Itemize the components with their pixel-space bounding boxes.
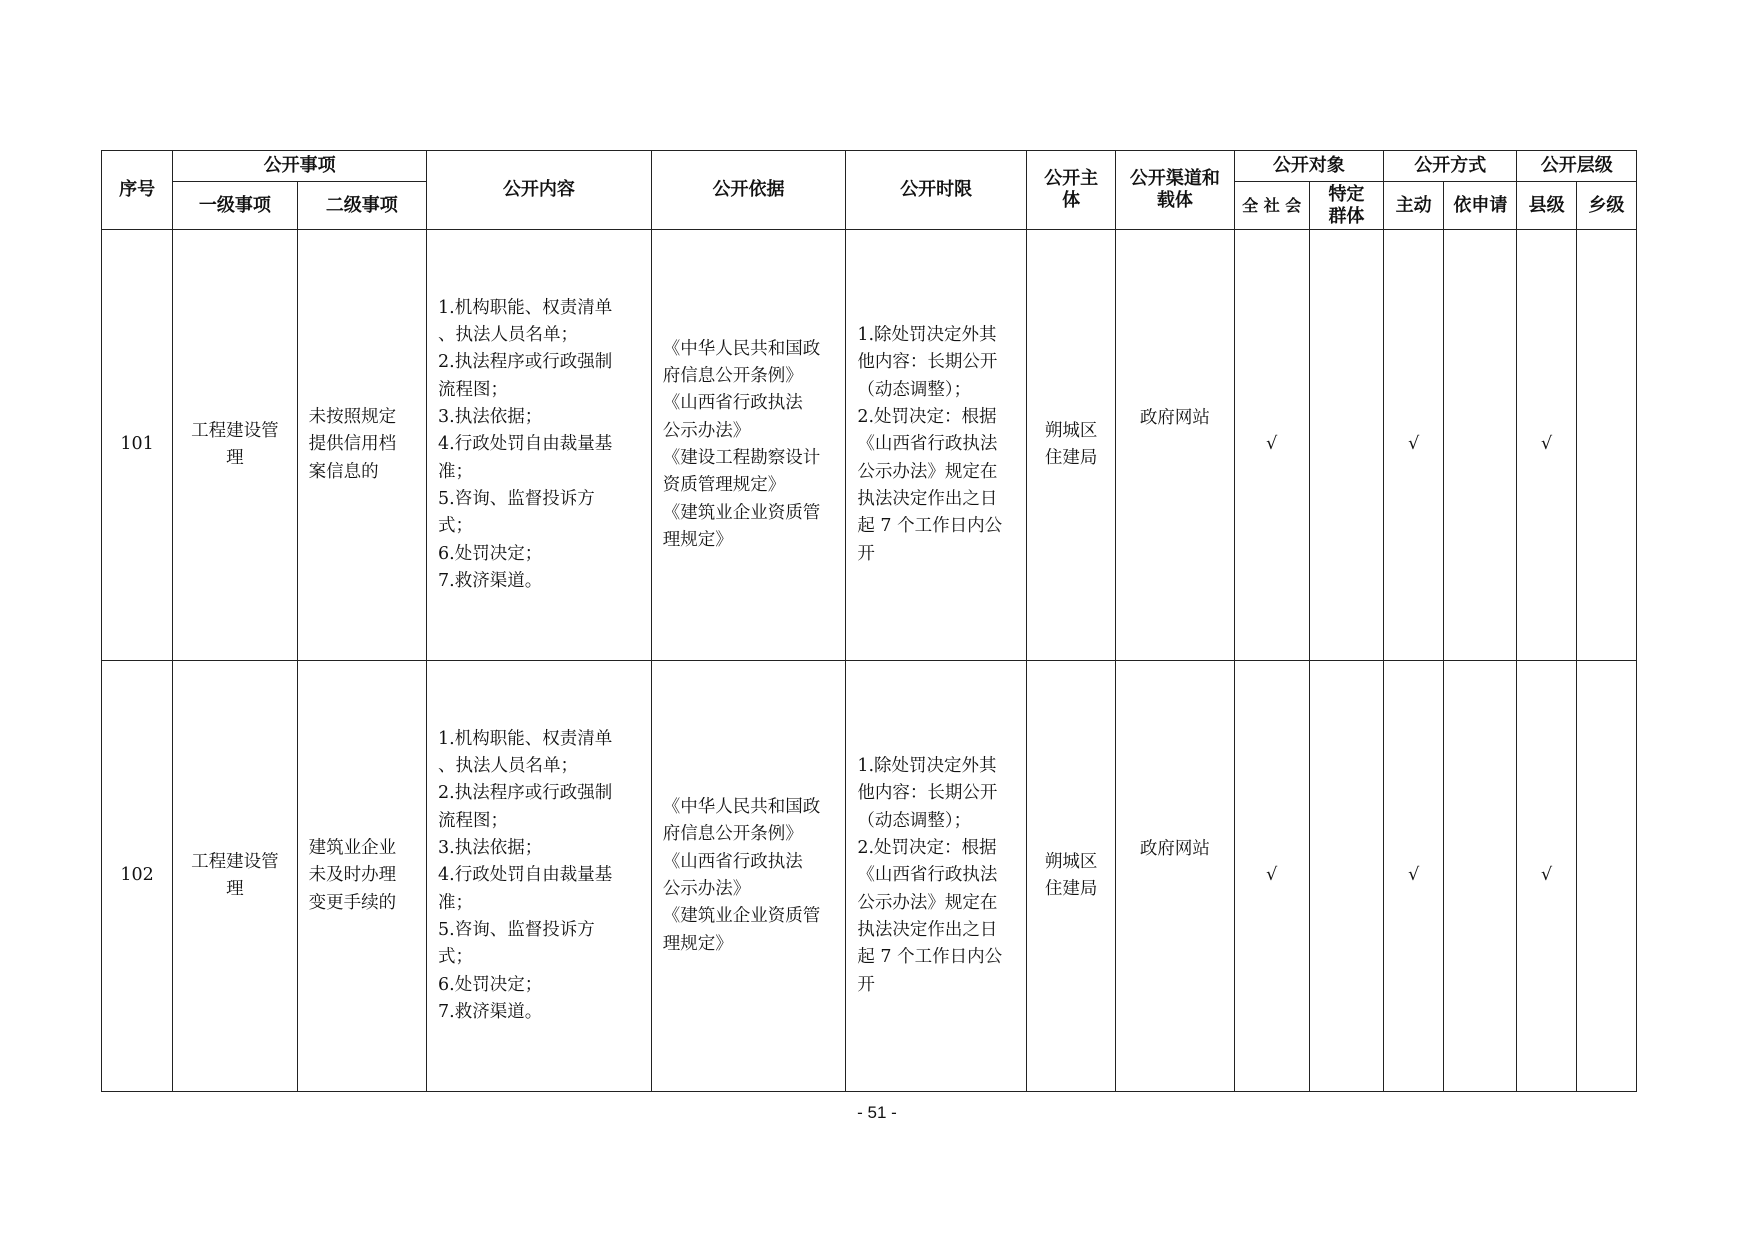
header-seq: 序号 bbox=[102, 151, 173, 230]
row-level-town-check bbox=[1576, 230, 1636, 661]
row-channel: 政府网站 bbox=[1116, 661, 1234, 1092]
header-item-level2: 二级事项 bbox=[297, 182, 426, 230]
table-row bbox=[102, 661, 1637, 1092]
header-level-town: 乡级 bbox=[1576, 182, 1636, 230]
header-method-request: 依申请 bbox=[1444, 182, 1517, 230]
row-target-specific-check bbox=[1309, 230, 1383, 661]
row-level-county-check: √ bbox=[1517, 661, 1576, 1092]
row-method-active-check: √ bbox=[1384, 230, 1444, 661]
row-method-request-check bbox=[1444, 661, 1517, 1092]
header-item: 公开事项 bbox=[173, 151, 427, 182]
header-target-specific: 特定 群体 bbox=[1309, 182, 1383, 230]
page-number: - 51 - bbox=[857, 1103, 897, 1122]
header-method-active: 主动 bbox=[1384, 182, 1444, 230]
row-level1: 工程建设管 理 bbox=[173, 661, 297, 1092]
header-subject: 公开主 体 bbox=[1026, 151, 1115, 230]
table-row bbox=[102, 230, 1637, 661]
row-level1: 工程建设管 理 bbox=[173, 230, 297, 661]
row-method-request-check bbox=[1444, 230, 1517, 661]
header-basis: 公开依据 bbox=[651, 151, 846, 230]
row-seq: 102 bbox=[102, 661, 173, 1092]
header-content: 公开内容 bbox=[427, 151, 652, 230]
row-level2: 未按照规定 提供信用档 案信息的 bbox=[297, 230, 426, 661]
header-level: 公开层级 bbox=[1517, 151, 1637, 182]
header-method: 公开方式 bbox=[1384, 151, 1517, 182]
row-subject: 朔城区 住建局 bbox=[1026, 230, 1115, 661]
row-time-limit: 1.除处罚决定外其 他内容：长期公开 （动态调整）； 2.处罚决定：根据 《山西省行政执法 公示办法》规定在 执法决定作出之日 起 7 个工作日内公 开 bbox=[846, 230, 1027, 661]
row-basis: 《中华人民共和国政 府信息公开条例》 《山西省行政执法 公示办法》 《建筑业企业资质管 理规定》 bbox=[651, 661, 846, 1092]
row-basis: 《中华人民共和国政 府信息公开条例》 《山西省行政执法 公示办法》 《建设工程勘察设计 资质管理规定》 《建筑业企业资质管 理规定》 bbox=[651, 230, 846, 661]
row-time-limit: 1.除处罚决定外其 他内容：长期公开 （动态调整）； 2.处罚决定：根据 《山西省行政执法 公示办法》规定在 执法决定作出之日 起 7 个工作日内公 开 bbox=[846, 661, 1027, 1092]
header-time-limit: 公开时限 bbox=[846, 151, 1027, 230]
row-subject: 朔城区 住建局 bbox=[1026, 661, 1115, 1092]
header-row-1 bbox=[102, 151, 1637, 182]
row-content: 1.机构职能、权责清单 、执法人员名单； 2.执法程序或行政强制 流程图； 3.执法依据； 4.行政处罚自由裁量基 准； 5.咨询、监督投诉方 式； 6.处罚决定； 7.救济渠道。 bbox=[427, 230, 652, 661]
row-target-all-check: √ bbox=[1234, 230, 1309, 661]
row-level-county-check: √ bbox=[1517, 230, 1576, 661]
header-level-county: 县级 bbox=[1517, 182, 1576, 230]
disclosure-table bbox=[101, 150, 1637, 1092]
header-target: 公开对象 bbox=[1234, 151, 1383, 182]
row-channel: 政府网站 bbox=[1116, 230, 1234, 661]
row-method-active-check: √ bbox=[1384, 661, 1444, 1092]
row-target-specific-check bbox=[1309, 661, 1383, 1092]
row-seq: 101 bbox=[102, 230, 173, 661]
row-level-town-check bbox=[1576, 661, 1636, 1092]
row-target-all-check: √ bbox=[1234, 661, 1309, 1092]
header-channel: 公开渠道和 载体 bbox=[1116, 151, 1234, 230]
row-level2: 建筑业企业 未及时办理 变更手续的 bbox=[297, 661, 426, 1092]
header-item-level1: 一级事项 bbox=[173, 182, 297, 230]
header-target-all: 全 社 会 bbox=[1234, 182, 1309, 230]
row-content: 1.机构职能、权责清单 、执法人员名单； 2.执法程序或行政强制 流程图； 3.执法依据； 4.行政处罚自由裁量基 准； 5.咨询、监督投诉方 式； 6.处罚决定； 7.救济渠道。 bbox=[427, 661, 652, 1092]
